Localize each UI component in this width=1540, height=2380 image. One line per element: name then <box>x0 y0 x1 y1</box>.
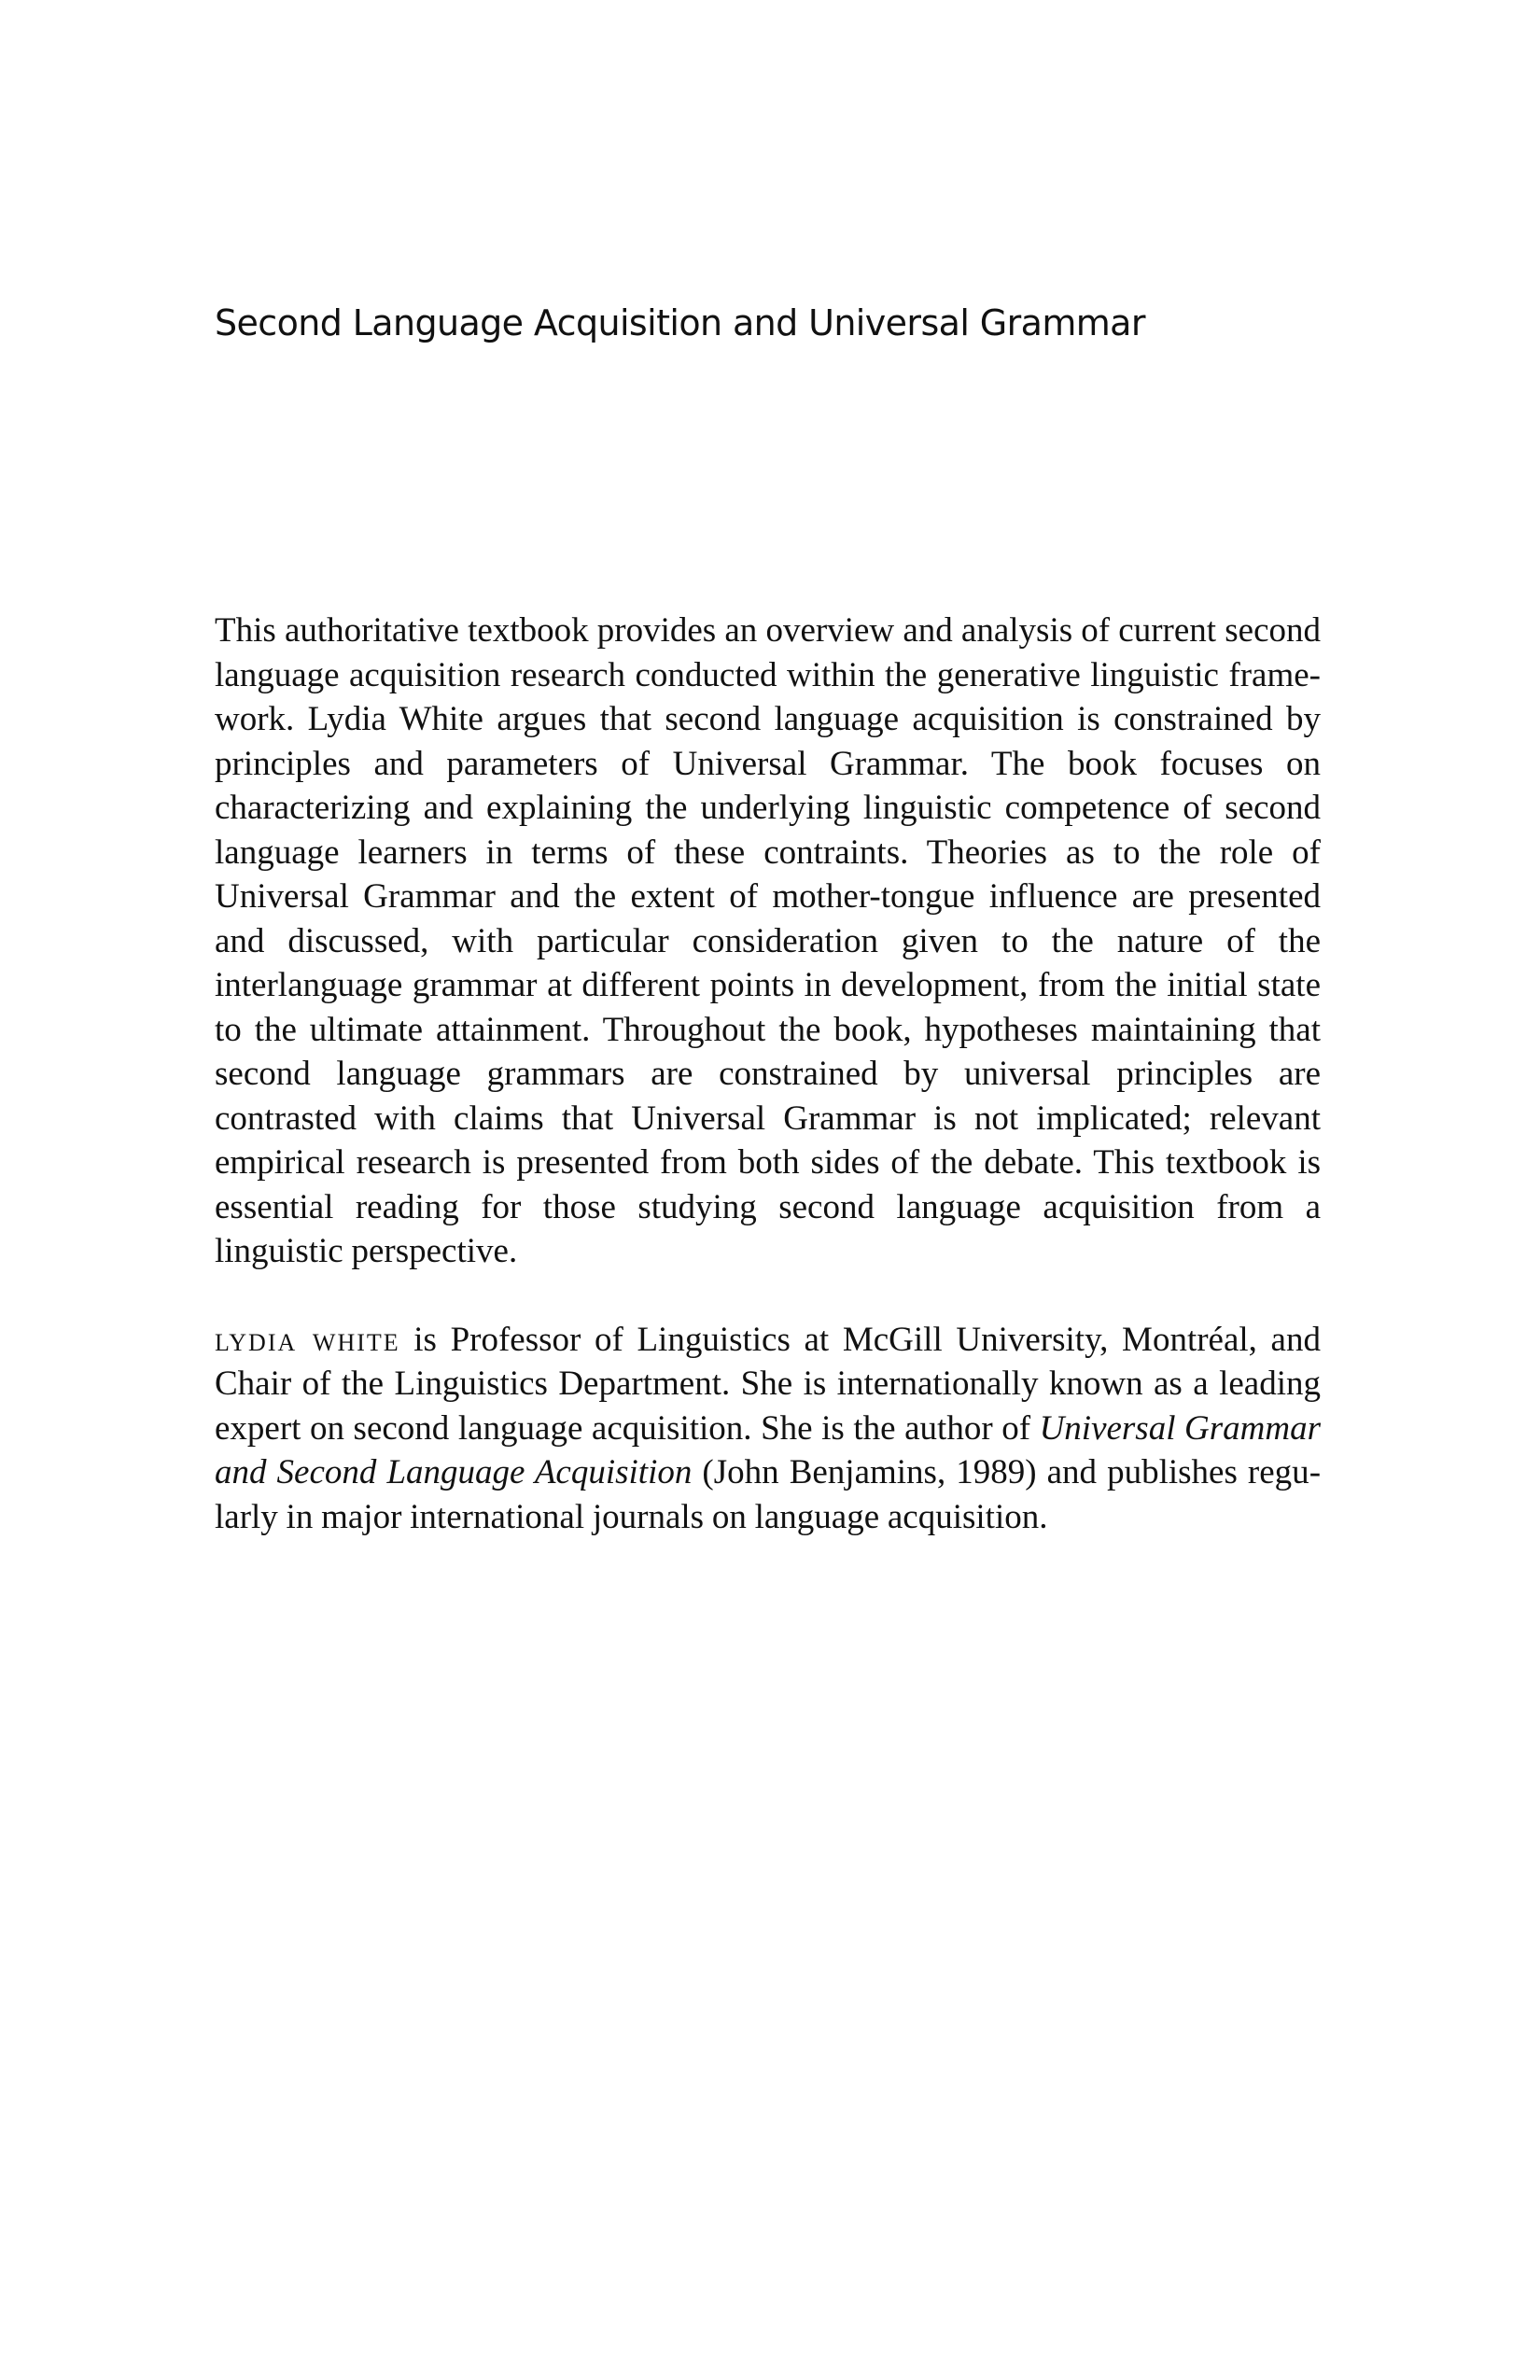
author-name: lydia white <box>215 1320 400 1359</box>
author-bio-text: is Professor of Linguistics at McGill University, Montréal, and Chair of the Linguistics Department. She is internationally known as a leading expert on second language acquisition. She is the author of <box>215 1320 1321 1448</box>
author-bio-text-end: (John Benjamins, 1989) and publishes regularly in major international journals on language acquisition. <box>215 1453 1322 1536</box>
book-title: Second Language Acquisition and Universal Grammar <box>215 302 1145 343</box>
earlier-book-title: Universal Grammar and Second Language Acquisition <box>215 1408 1321 1491</box>
book-description: This authoritative textbook provides an overview and analysis of current second language acquisition research conducted within the generative linguistic framework. Lydia White argues that second language acquisition is constrained by principles and parameters of Universal Grammar. The book focuses on characterizing and explaining the underlying linguistic competence of second language learners in terms of these contraints. Theories as to the role of Universal Grammar and the extent of mother-tongue influence are presented and discussed, with particular consideration given to the nature of the interlanguage grammar at different points in development, from the initial state to the ultimate attainment. Throughout the book, hypotheses maintaining that second language grammars are constrained by universal principles are contrasted with claims that Universal Grammar is not implicated; relevant empirical research is presented from both sides of the debate. This textbook is essential reading for those studying second language acquisition from a linguistic perspective. <box>215 611 1321 1270</box>
page-content <box>215 609 1321 1539</box>
author-bio <box>215 1318 1321 1540</box>
